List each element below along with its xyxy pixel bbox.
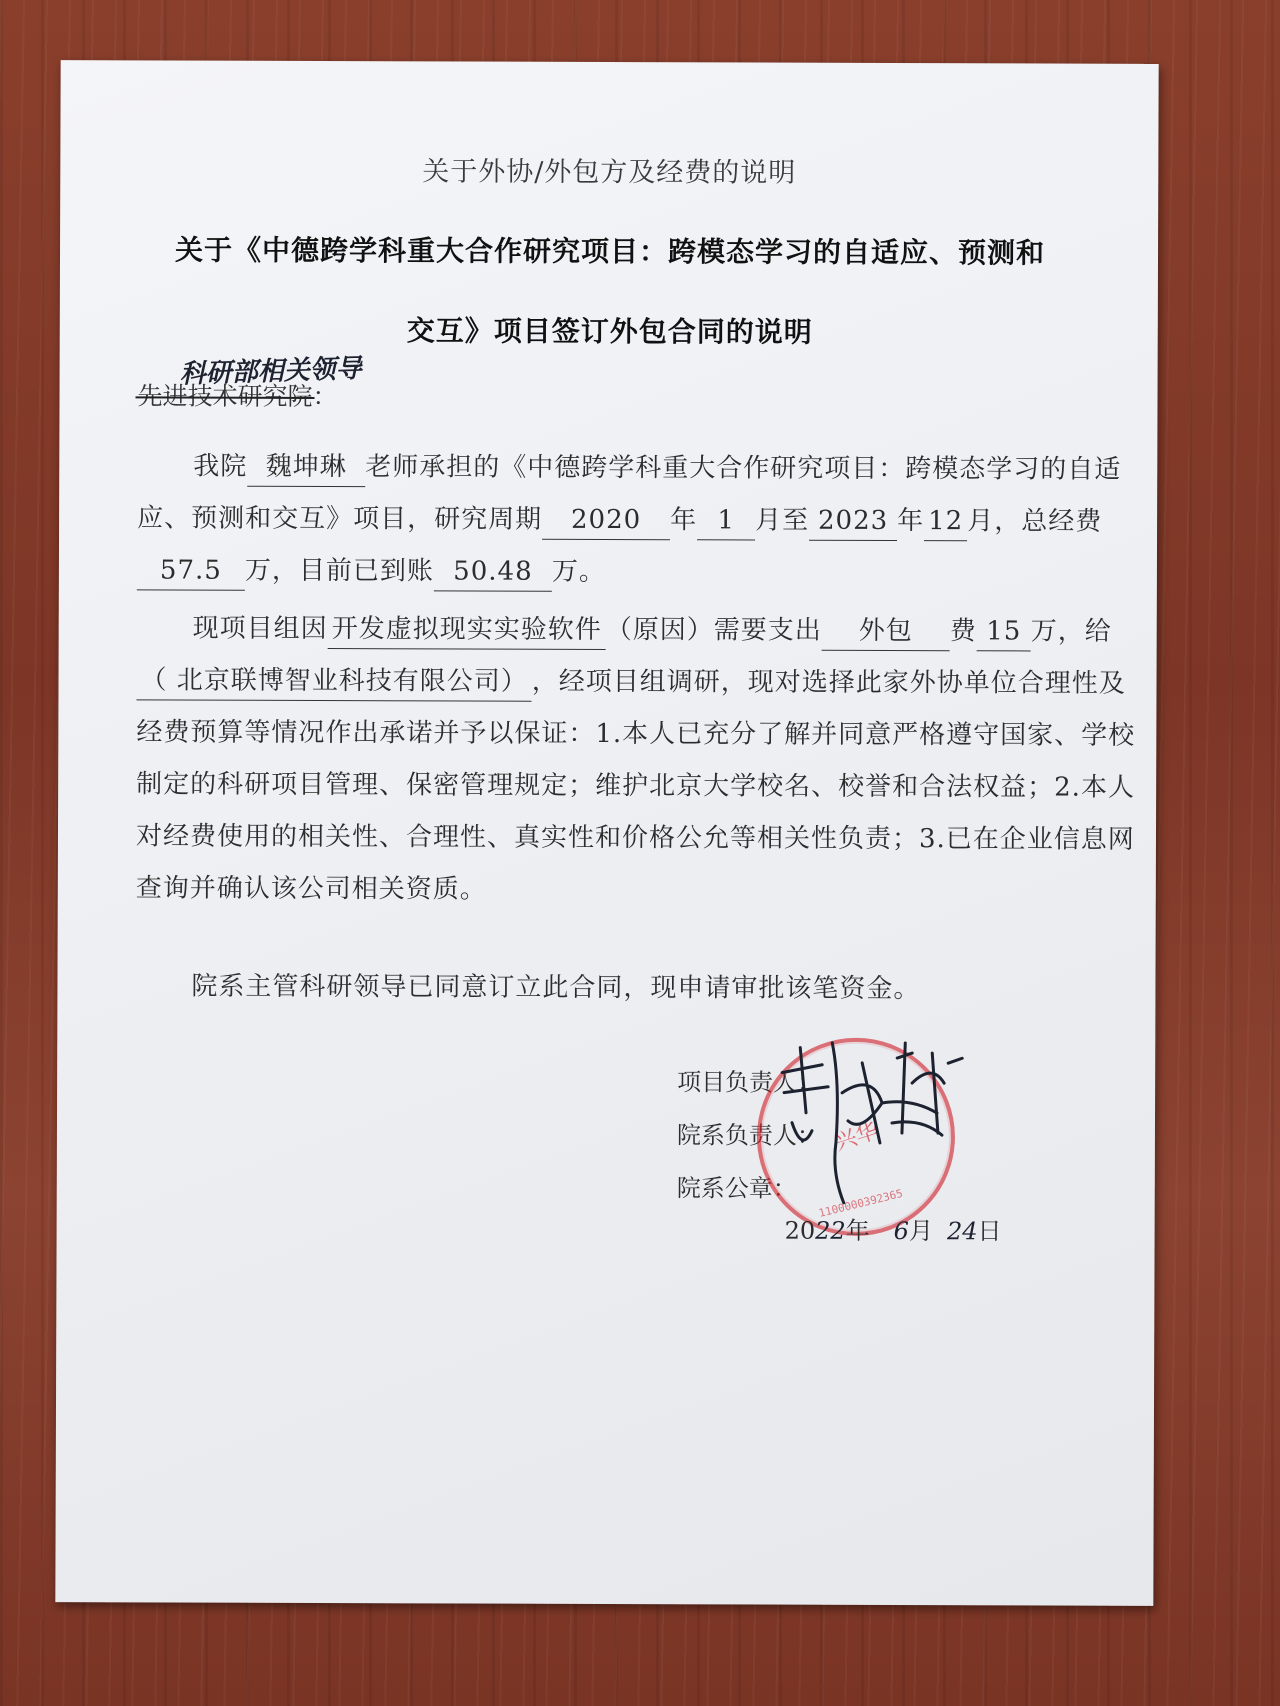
p2-text-c: 费 bbox=[949, 616, 977, 647]
received-funding: 50.48 bbox=[434, 552, 552, 591]
handwritten-signature bbox=[762, 1003, 1003, 1224]
doc-title-line2: 交互》项目签订外包合同的说明 bbox=[406, 314, 813, 349]
addressee bbox=[137, 376, 337, 413]
date-part-b: 年 bbox=[845, 1216, 870, 1245]
p1-text-f: 月，总经费 bbox=[967, 506, 1103, 537]
p2-text-a: 现项目组因 bbox=[192, 613, 328, 645]
date-part-d: 日 bbox=[977, 1217, 1002, 1246]
signing-date bbox=[785, 1211, 1002, 1247]
addressee-colon: ： bbox=[312, 381, 338, 412]
outsource-reason: 开发虚拟现实实验软件 bbox=[328, 610, 606, 650]
doc-title-line1: 关于《中德跨学科重大合作研究项目：跨模态学习的自适应、预测和 bbox=[174, 233, 1046, 270]
date-month-hand: 6 bbox=[893, 1217, 910, 1246]
p2-text-e: ，经项目组调研，现对选择此家外协单位合理性及经费预算等情况作出承诺并予以保证：1.本人已充分了解并同意严格遵守国家、学校制定的科研项目管理、保密管理规定；维护北京大学校名、校誉和合法权益；2.本人对经费使用的相关性、合理性、真实性和价格公允等相关性负责；3.已在企业信息网查询并确认该公司相关资质。 bbox=[135, 666, 1136, 905]
paragraph-1 bbox=[137, 440, 1150, 600]
doc-header: 关于外协/外包方及经费的说明 bbox=[422, 156, 797, 189]
teacher-name: 魏坤琳 bbox=[247, 448, 365, 487]
dept-head-label: 院系负责人： bbox=[676, 1121, 821, 1150]
start-month: 1 bbox=[697, 501, 755, 540]
date-part-c: 月 bbox=[908, 1217, 934, 1246]
addressee-struck: 先进技术研究院 bbox=[137, 381, 313, 411]
seal-code: 1100000392365 bbox=[817, 1186, 905, 1220]
start-year: 2020 bbox=[542, 501, 670, 540]
addressee-handwritten: 科研部相关领导 bbox=[179, 353, 363, 390]
p3-text: 院系主管科研领导已同意订立此合同，现申请审批该笔资金。 bbox=[191, 971, 921, 1005]
document-page bbox=[55, 60, 1158, 1606]
p1-text-c: 年 bbox=[670, 505, 698, 536]
p2-text-b: （原因）需要支出 bbox=[605, 614, 822, 646]
date-day-hand: 24 bbox=[946, 1217, 978, 1246]
p2-text-d: 万，给 bbox=[1030, 616, 1112, 647]
end-year: 2023 bbox=[809, 502, 897, 541]
p1-text-a: 我院 bbox=[193, 451, 248, 482]
date-year-hand: 22 bbox=[815, 1216, 846, 1245]
outsource-amount: 15 bbox=[977, 612, 1031, 651]
p1-text-g: 万，目前已到账 bbox=[244, 555, 434, 587]
seal-label: 院系公章： bbox=[676, 1174, 797, 1203]
seal-text: 兴华 bbox=[831, 1118, 882, 1156]
p1-text-e: 年 bbox=[897, 506, 925, 537]
p1-text-b: 老师承担的《中德跨学科重大合作研究项目：跨模态学习的自适应、预测和交互》项目，研究周期 bbox=[137, 452, 1122, 535]
paragraph-2 bbox=[136, 602, 1149, 918]
date-part-a: 20 bbox=[784, 1216, 816, 1245]
company-name: （ 北京联博智业科技有限公司） bbox=[136, 661, 531, 701]
p1-text-d: 月至 bbox=[755, 505, 810, 536]
p1-text-h: 万。 bbox=[551, 556, 606, 587]
fee-type: 外包 bbox=[822, 612, 950, 651]
pi-label: 项目负责人： bbox=[677, 1068, 822, 1097]
total-funding: 57.5 bbox=[137, 551, 245, 590]
end-month: 12 bbox=[924, 502, 967, 541]
